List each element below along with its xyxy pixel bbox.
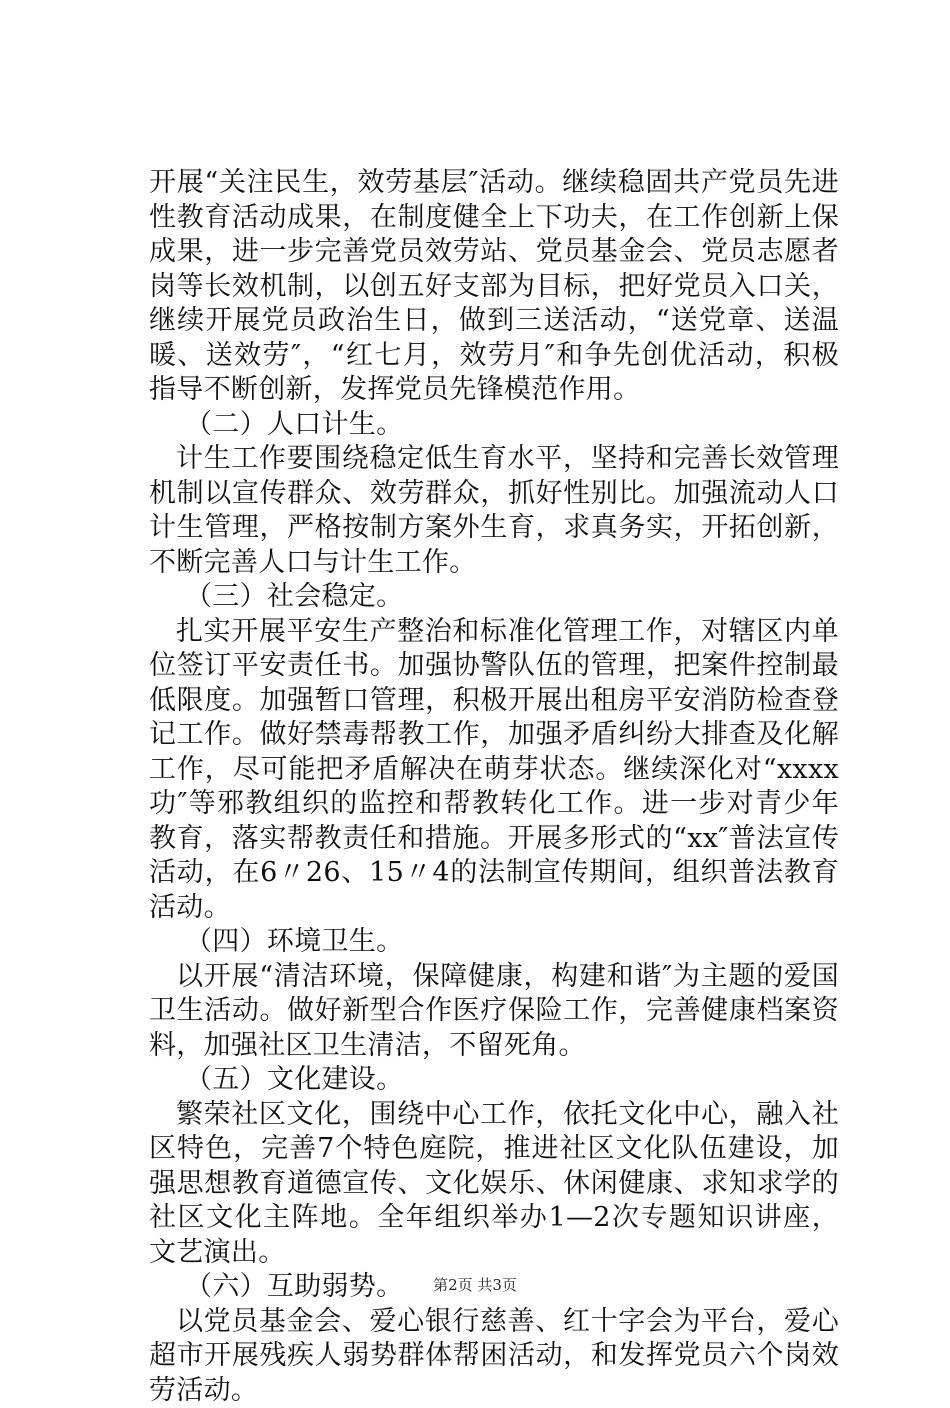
page-footer: 第2页 共3页 — [0, 1274, 950, 1295]
section-heading-social-stability: （三）社会稳定。 — [149, 580, 839, 615]
section-heading-population: （二）人口计生。 — [149, 408, 839, 443]
section-heading-environment: （四）环境卫生。 — [149, 925, 839, 960]
paragraph-population: 计生工作要围绕稳定低生育水平，坚持和完善长效管理机制以宣传群众、效劳群众，抓好性别比。加强流动人口计生管理，严格按制方案外生育，求真务实，开拓创新，不断完善人口与计生工作。 — [149, 442, 839, 580]
section-heading-mutual-aid: （六）互助弱势。 — [149, 1270, 839, 1305]
paragraph-environment: 以开展“清洁环境，保障健康，构建和谐″为主题的爱国卫生活动。做好新型合作医疗保险工作，完善健康档案资料，加强社区卫生清洁，不留死角。 — [149, 960, 839, 1064]
paragraph-culture: 繁荣社区文化，围绕中心工作，依托文化中心，融入社区特色，完善7个特色庭院，推进社区文化队伍建设，加强思想教育道德宣传、文化娱乐、休闲健康、求知求学的社区文化主阵地。全年组织举办1—2次专题知识讲座，文艺演出。 — [149, 1098, 839, 1271]
document-body — [149, 166, 839, 1408]
paragraph-social-stability: 扎实开展平安生产整治和标准化管理工作，对辖区内单位签订平安责任书。加强协警队伍的管理，把案件控制最低限度。加强暂口管理，积极开展出租房平安消防检查登记工作。做好禁毒帮教工作，加强矛盾纠纷大排查及化解工作，尽可能把矛盾解决在萌芽状态。继续深化对“xxxx功″等邪教组织的监控和帮教转化工作。进一步对青少年教育，落实帮教责任和措施。开展多形式的“xx″普法宣传活动，在6〃26、15〃4的法制宣传期间，组织普法教育活动。 — [149, 615, 839, 926]
paragraph-party-building: 开展“关注民生，效劳基层″活动。继续稳固共产党员先进性教育活动成果，在制度健全上下功夫，在工作创新上保成果，进一步完善党员效劳站、党员基金会、党员志愿者岗等长效机制，以创五好支部为目标，把好党员入口关，继续开展党员政治生日，做到三送活动，“送党章、送温暖、送效劳″，“红七月，效劳月″和争先创优活动，积极指导不断创新，发挥党员先锋模范作用。 — [149, 166, 839, 408]
section-heading-culture: （五）文化建设。 — [149, 1063, 839, 1098]
paragraph-mutual-aid: 以党员基金会、爱心银行慈善、红十字会为平台，爱心超市开展残疾人弱势群体帮困活动，和发挥党员六个岗效劳活动。 — [149, 1305, 839, 1408]
